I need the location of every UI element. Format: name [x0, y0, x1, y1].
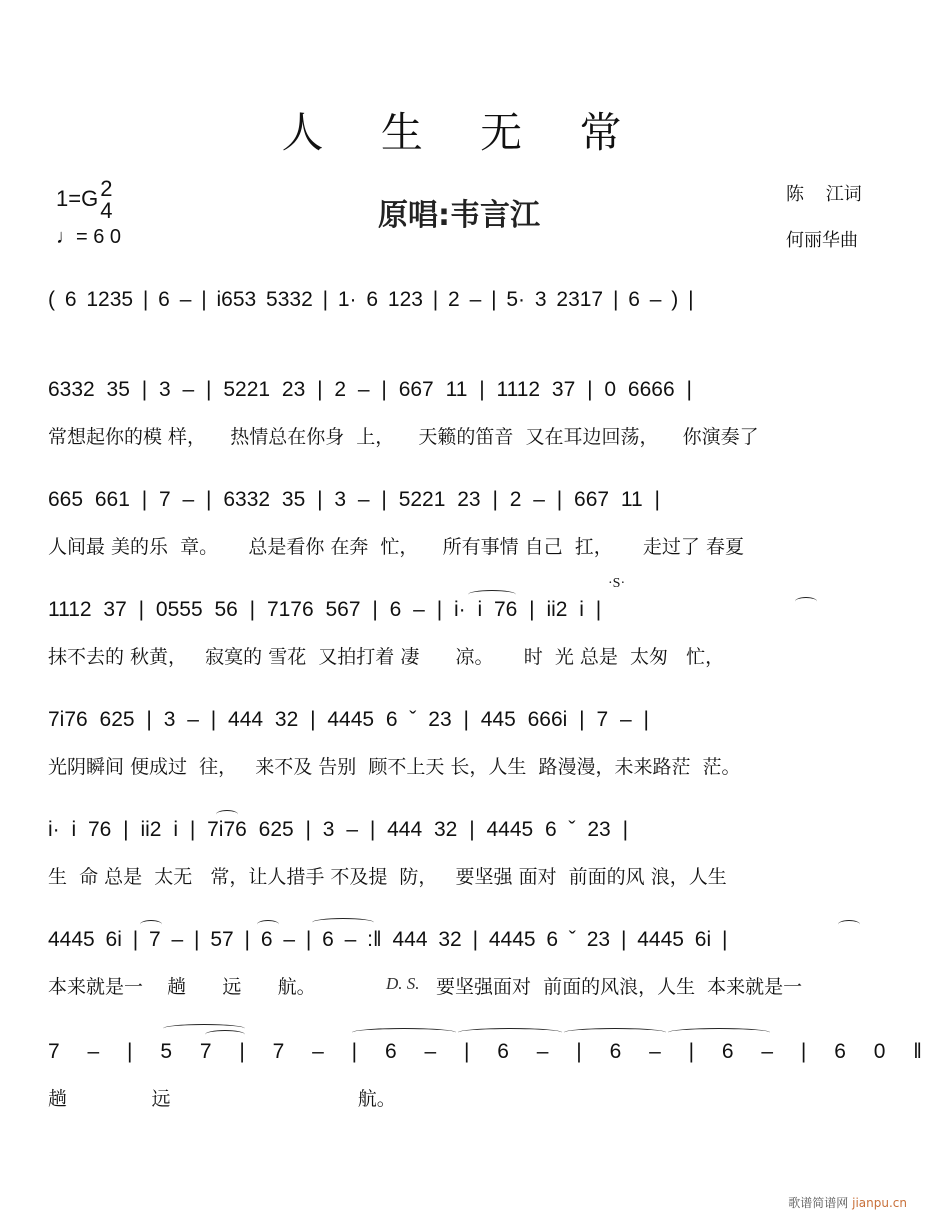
lyrics-line: 人间最 美的乐 章。 总是看你 在奔 忙， 所有事情 自己 扛， 走过了 春夏 — [48, 536, 744, 558]
key-label: 1=G — [56, 185, 99, 211]
lyrics-line: 趟 远 航。 — [48, 1088, 396, 1110]
slur-mark — [257, 920, 279, 929]
notation-line: 4445 6i | 7 – | 57 | 6 – | 6 – :‖ 444 32 | 4445 6 ˇ 23 | 4445 6i | — [48, 928, 728, 951]
lyrics-line-ds: 要坚强面对 前面的风浪，人生 本来就是一 — [436, 976, 803, 998]
lyrics-line: 本来就是一 趟 远 航。 — [48, 976, 316, 998]
tempo-marking: ♩= 6 0 — [56, 226, 122, 248]
time-sig-bottom: 4 — [100, 198, 113, 223]
lyrics-line: 常想起你的模 样， 热情总在你身 上， 天籁的笛音 又在耳边回荡， 你演奏了 — [48, 426, 759, 448]
tie-mark — [668, 1028, 770, 1037]
song-title: 人 生 无 常 — [281, 108, 644, 157]
slur-mark — [468, 590, 516, 599]
notation-line: i· i 76 | ii2 i | 7i76 625 | 3 – | 444 32 | 4445 6 ˇ 23 | — [48, 818, 629, 841]
slur-mark — [312, 918, 374, 927]
segno-sign: ·S· — [608, 576, 626, 591]
slur-mark — [140, 920, 162, 929]
key-signature — [56, 178, 112, 222]
slur-mark — [838, 920, 860, 929]
slur-mark — [216, 810, 238, 819]
notation-line: 7i76 625 | 3 – | 444 32 | 4445 6 ˇ 23 | 445 666i | 7 – | — [48, 708, 649, 731]
watermark-site: jianpu.cn — [852, 1196, 907, 1210]
tie-mark — [205, 1030, 245, 1039]
lyrics-line: 抹不去的 秋黄， 寂寞的 雪花 又拍打着 凄 凉。 时 光 总是 太匆 忙， — [48, 646, 725, 668]
notation-line: 1112 37 | 0555 56 | 7176 567 | 6 – | i· i 76 | ii2 i | — [48, 598, 602, 621]
lyricist-credit: 陈 江词 — [786, 184, 862, 205]
notation-line: 6332 35 | 3 – | 5221 23 | 2 – | 667 11 | 1112 37 | 0 6666 | — [48, 378, 692, 401]
time-sig-top: 2 — [100, 176, 113, 201]
watermark — [788, 1194, 907, 1211]
watermark-cn: 歌谱简谱网 — [788, 1196, 849, 1210]
dal-segno-marking: D. S. — [386, 974, 420, 993]
notation-line: 7 – | 5 7 | 7 – | 6 – | 6 – | 6 – | 6 – | 6 0 ‖ — [48, 1040, 922, 1063]
notation-line: ( 6 1235 | 6 – | i653 5332 | 1· 6 123 | 2 – | 5· 3 2317 | 6 – ) | — [48, 288, 694, 311]
time-signature — [100, 178, 112, 222]
notation-line: 665 661 | 7 – | 6332 35 | 3 – | 5221 23 | 2 – | 667 11 | — [48, 488, 661, 511]
lyrics-line: 生 命 总是 太无 常，让人措手 不及提 防， 要坚强 面对 前面的风 浪，人生 — [48, 866, 727, 888]
original-singer: 原唱:韦言江 — [378, 198, 540, 233]
tie-mark — [352, 1028, 456, 1037]
tie-mark — [564, 1028, 666, 1037]
tie-mark — [458, 1028, 562, 1037]
slur-mark — [795, 597, 817, 606]
lyrics-line: 光阴瞬间 便成过 往， 来不及 告别 顾不上天 长，人生 路漫漫，未来路茫 茫。 — [48, 756, 741, 778]
composer-credit: 何丽华曲 — [786, 230, 858, 251]
